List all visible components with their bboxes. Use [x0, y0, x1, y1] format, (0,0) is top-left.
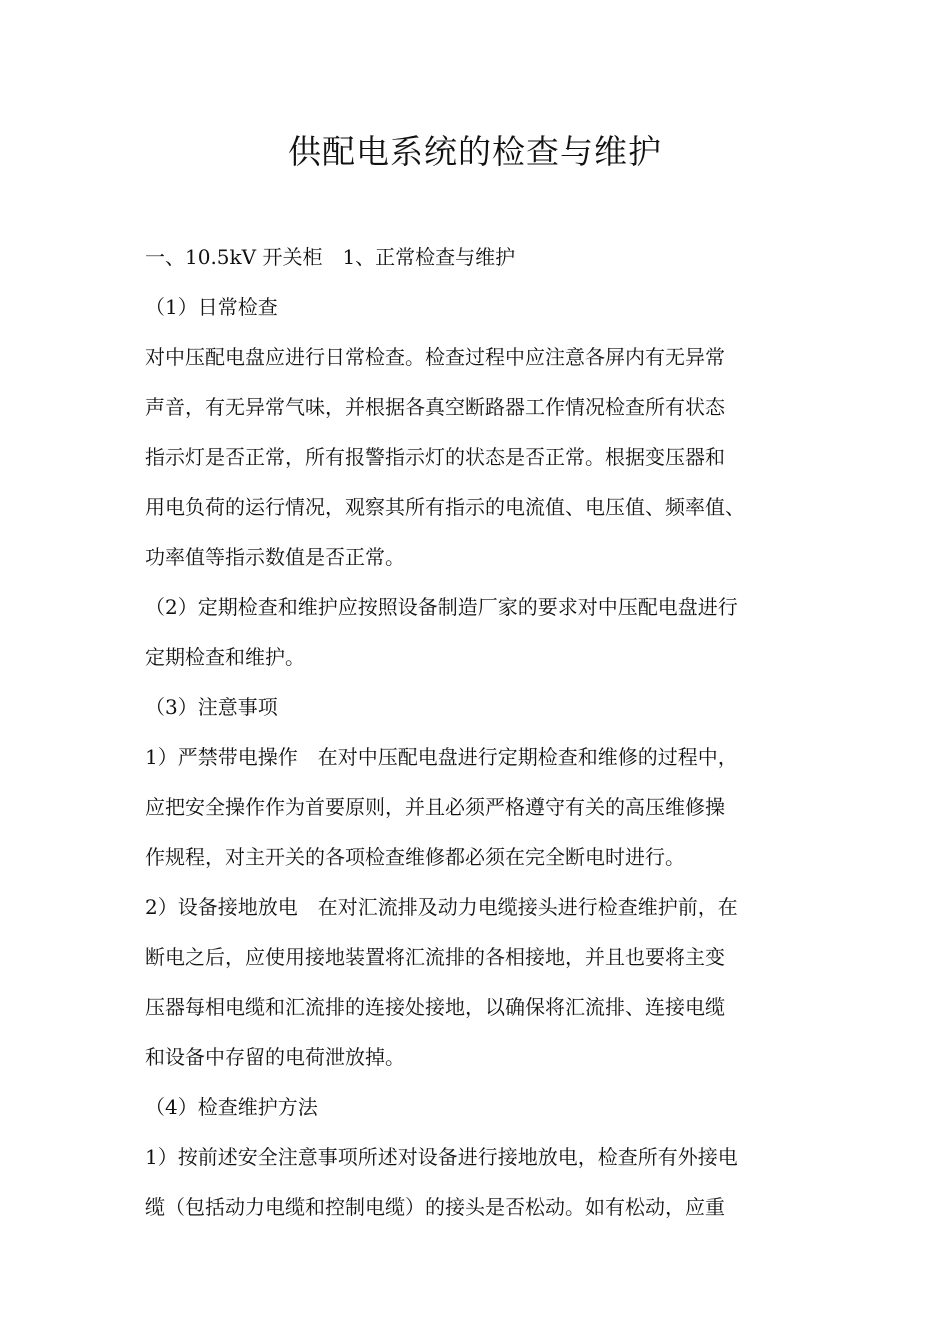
paragraph-line: 对中压配电盘应进行日常检查。检查过程中应注意各屏内有无异常 [145, 345, 725, 369]
document-body [145, 232, 825, 1232]
section-heading: 一、10.5kV 开关柜 1、正常检查与维护 [145, 245, 516, 269]
paragraph-line: 1）严禁带电操作 在对中压配电盘进行定期检查和维修的过程中， [145, 745, 738, 769]
paragraph-line: 应把安全操作作为首要原则，并且必须严格遵守有关的高压维修操 [145, 795, 725, 819]
paragraph-line: 功率值等指示数值是否正常。 [145, 545, 405, 569]
paragraph-line: 断电之后，应使用接地装置将汇流排的各相接地，并且也要将主变 [145, 945, 725, 969]
paragraph-line: 缆（包括动力电缆和控制电缆）的接头是否松动。如有松动，应重 [145, 1195, 725, 1219]
paragraph-line: 声音，有无异常气味，并根据各真空断路器工作情况检查所有状态 [145, 395, 725, 419]
subsection-heading: （1）日常检查 [145, 295, 278, 319]
paragraph-line: 和设备中存留的电荷泄放掉。 [145, 1045, 405, 1069]
paragraph-line: 2）设备接地放电 在对汇流排及动力电缆接头进行检查维护前，在 [145, 895, 738, 919]
paragraph-line: 定期检查和维护。 [145, 645, 305, 669]
paragraph-line: 作规程，对主开关的各项检查维修都必须在完全断电时进行。 [145, 845, 685, 869]
paragraph-line: （2）定期检查和维护应按照设备制造厂家的要求对中压配电盘进行 [145, 595, 738, 619]
document-title: 供配电系统的检查与维护 [288, 132, 662, 171]
subsection-heading: （4）检查维护方法 [145, 1095, 318, 1119]
paragraph-line: 压器每相电缆和汇流排的连接处接地，以确保将汇流排、连接电缆 [145, 995, 725, 1019]
paragraph-line: 指示灯是否正常，所有报警指示灯的状态是否正常。根据变压器和 [145, 445, 725, 469]
paragraph-line: 1）按前述安全注意事项所述对设备进行接地放电，检查所有外接电 [145, 1145, 738, 1169]
paragraph-line: 用电负荷的运行情况，观察其所有指示的电流值、电压值、频率值、 [145, 495, 745, 519]
subsection-heading: （3）注意事项 [145, 695, 278, 719]
